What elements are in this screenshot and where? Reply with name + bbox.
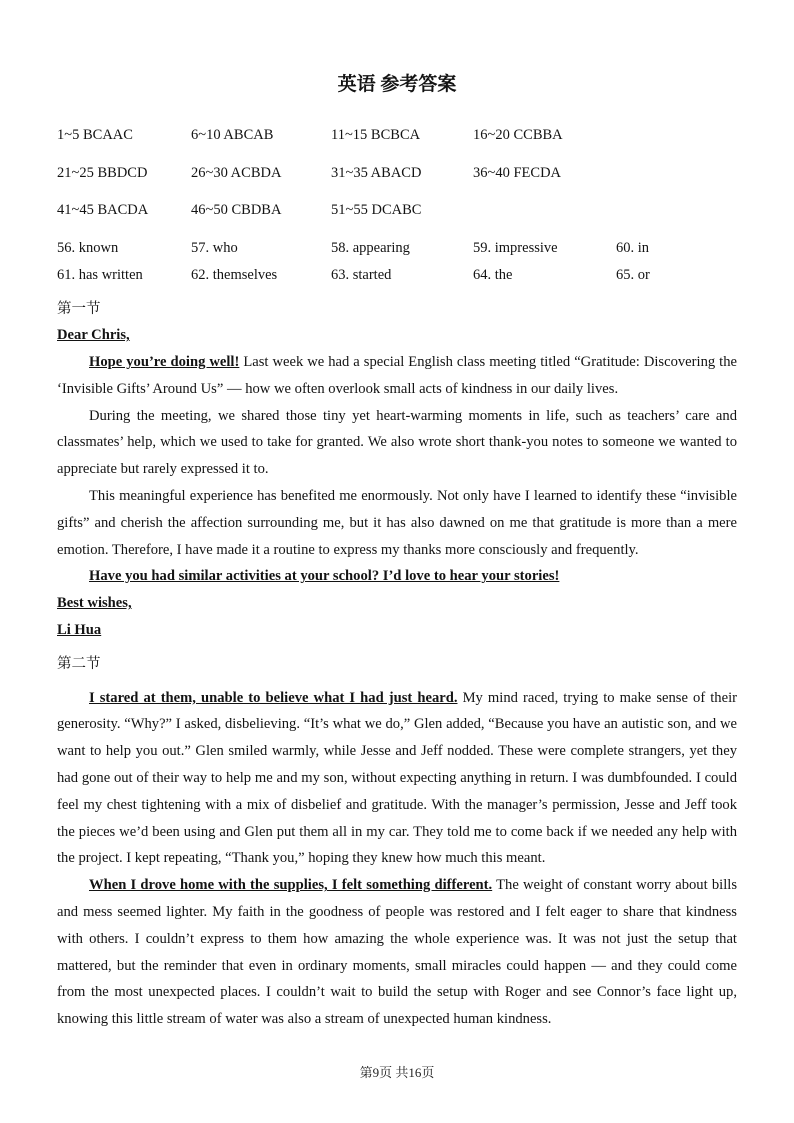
answer-cell: 59. impressive xyxy=(473,239,558,256)
answer-cell: 56. known xyxy=(57,239,119,256)
answer-cell: 60. in xyxy=(616,239,650,256)
answer-cell: 65. or xyxy=(616,266,650,283)
answer-cell: 41~45 BACDA xyxy=(57,202,149,218)
answer-cell: 16~20 CCBBA xyxy=(473,127,563,143)
paragraph-body: My mind raced, trying to make sense of their generosity. “Why?” I asked, disbelieving. “It’s what we do,” Glen added, “Because you have an autistic son, and we want to help you out.” Glen smiled warmly, while Jesse and Jeff nodded. These were complete strangers, yet they had gone out of their way to help me and my son, without expecting anything in return. I was dumbfounded. I could feel my chest tightening with a mix of disbelief and gratitude. With the manager’s permission, Jesse and Jeff took the pieces we’d been using and Glen put them all in my car. They told me to come back if we needed any help with the project. I kept repeating, “Thank you,” hoping they knew how much this meant. xyxy=(57,689,737,867)
answer-cell: 26~30 ACBDA xyxy=(191,164,282,181)
answer-cell: 64. the xyxy=(473,266,513,283)
answer-cell: 46~50 CBDBA xyxy=(191,202,282,218)
section1-heading: 第一节 xyxy=(57,300,101,317)
essay-paragraph-1 xyxy=(57,685,737,873)
letter-closing xyxy=(57,590,737,617)
answer-row xyxy=(57,197,737,224)
answer-cell: 58. appearing xyxy=(331,239,410,256)
paragraph-lead: I stared at them, unable to believe what I had just heard. xyxy=(89,689,458,706)
answer-grid xyxy=(57,122,737,289)
section1-letter xyxy=(57,322,737,644)
answer-cell: 36~40 FECDA xyxy=(473,164,562,181)
letter-signature xyxy=(57,617,737,644)
letter-paragraph-2: During the meeting, we shared those tiny yet heart-warming moments in life, such as teachers’ care and classmates’ help, which we used to take for granted. We also wrote short thank-you notes to someone we wanted to appreciate but rarely expressed it to. xyxy=(57,407,737,478)
answer-cell: 1~5 BCAAC xyxy=(57,127,133,143)
page-number-footer: 第9页 共16页 xyxy=(359,1065,435,1080)
salutation-text: Dear Chris, xyxy=(57,327,130,344)
page-title: 英语 参考答案 xyxy=(337,74,457,95)
answer-row xyxy=(57,235,737,262)
answer-cell: 57. who xyxy=(191,239,238,256)
answer-row xyxy=(57,122,737,149)
paragraph-lead: Have you had similar activities at your school? I’d love to hear your stories! xyxy=(89,568,560,585)
section2-essay xyxy=(57,685,737,1033)
answer-cell: 62. themselves xyxy=(191,266,278,283)
answer-cell: 31~35 ABACD xyxy=(331,164,422,181)
answer-cell: 63. started xyxy=(331,266,392,283)
answer-cell: 6~10 ABCAB xyxy=(191,127,274,143)
letter-salutation xyxy=(57,322,737,349)
answer-cell: 51~55 DCABC xyxy=(331,202,422,218)
answer-cell: 11~15 BCBCA xyxy=(331,127,421,143)
section2-heading: 第二节 xyxy=(57,655,101,672)
answer-cell: 61. has written xyxy=(57,266,143,283)
answer-row xyxy=(57,262,737,289)
paragraph-lead: When I drove home with the supplies, I felt something different. xyxy=(89,877,493,894)
closing-text: Best wishes, xyxy=(57,595,132,612)
letter-paragraph-4 xyxy=(57,563,737,590)
paragraph-body: The weight of constant worry about bills and mess seemed lighter. My faith in the goodness of people was restored and I felt eager to share that kindness with others. I couldn’t express to them how amazing the whole experience was. It was not just the setup that mattered, but the reminder that even in ordinary moments, small miracles could happen — and they could come from the most unexpected places. I couldn’t wait to build the setup with Roger and see Connor’s face light up, knowing this little stream of water was also a stream of unexpected human kindness. xyxy=(57,877,737,1028)
answer-cell: 21~25 BBDCD xyxy=(57,164,148,181)
answer-cell xyxy=(473,197,616,224)
paragraph-body: Last week we had a special English class meeting titled “Gratitude: Discovering the ‘Invisible Gifts’ Around Us” — how we often overlook small acts of kindness in our daily lives. xyxy=(57,354,737,397)
answer-row xyxy=(57,160,737,187)
essay-paragraph-2 xyxy=(57,872,737,1033)
letter-paragraph-1 xyxy=(57,349,737,403)
letter-paragraph-3: This meaningful experience has benefited me enormously. Not only have I learned to identify these “invisible gifts” and cherish the affection surrounding me, but it has also dawned on me that gratitude is more than a mere emotion. Therefore, I have made it a routine to express my thanks more consciously and frequently. xyxy=(57,488,737,558)
signature-text: Li Hua xyxy=(57,622,102,639)
paragraph-lead: Hope you’re doing well! xyxy=(89,354,240,371)
